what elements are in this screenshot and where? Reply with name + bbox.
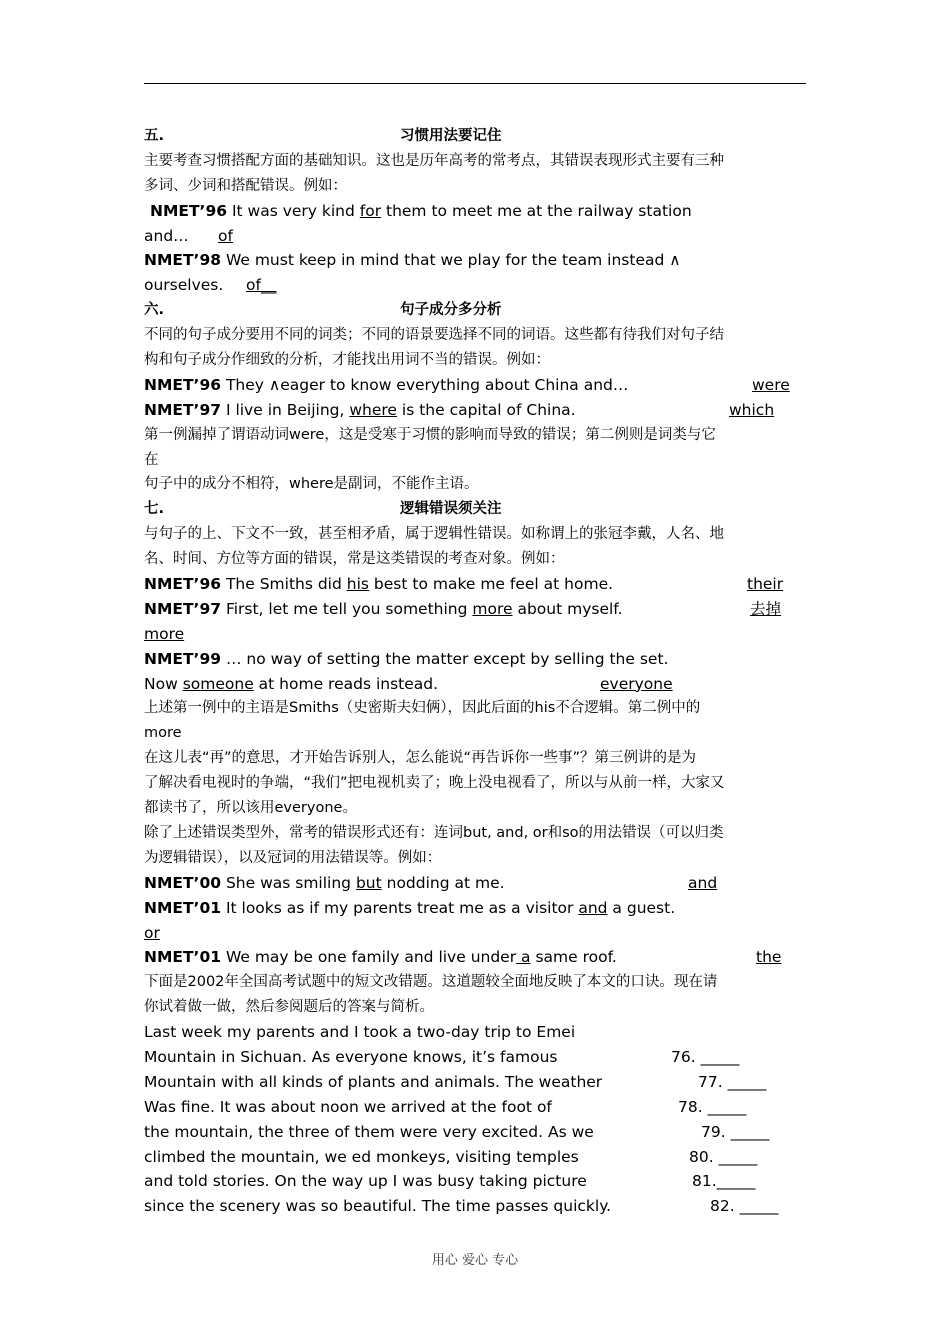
answer: and [688,873,718,892]
example-line [144,672,806,697]
example-text: is the capital of China. [396,400,576,419]
example-tag: NMET’98 [144,251,222,270]
example-text: best to make me feel at home. [368,575,614,594]
example-text: They ∧eager to know everything about China and… [221,375,629,394]
error-word: for [359,201,382,220]
example-text: about myself. [512,599,623,618]
passage-text: the mountain, the three of them were very excited. As we [144,1122,594,1141]
paragraph-line: 第一例漏掉了谓语动词were，这是受寒于习惯的影响而导致的错误；第二例则是词类与它 [144,426,716,443]
example-line [144,373,806,398]
answer-blank: 76. _____ [671,1047,740,1066]
passage-line [144,1095,806,1120]
example-tag: NMET’01 [144,948,222,967]
example-line [144,398,806,423]
example-tag: NMET’97 [144,400,222,419]
section-number: 七. [144,501,165,518]
example-text: It looks as if my parents treat me as a visitor [221,898,579,917]
paragraph-line: 多词、少词和搭配错误。例如： [144,177,347,194]
example-tag: NMET’97 [144,599,222,618]
answer: their [747,575,784,594]
section-title: 逻辑错误须关注 [400,501,502,518]
paragraph-line: 了解决看电视时的争端，“我们”把电视机卖了；晚上没电视看了，所以与从前一样，大家又 [144,775,725,792]
error-word: and [578,898,608,917]
answer-blank: 77. _____ [698,1072,767,1091]
page-footer: 用心 爱心 专心 [431,1253,519,1268]
example-line [144,224,806,249]
error-word: where [349,400,397,419]
answer-blank: 80. _____ [689,1147,758,1166]
example-text: She was smiling [221,873,356,892]
error-word: someone [182,674,254,693]
example-text: them to meet me at the railway station [381,201,692,220]
paragraph-line: 在这儿表“再”的意思，才开始告诉别人，怎么能说“再告诉你一些事”？第三例讲的是为 [144,750,697,767]
paragraph-line: 都读书了，所以该用everyone。 [144,800,357,817]
passage-text: and told stories. On the way up I was busy taking picture [144,1172,587,1191]
section-title: 句子成分多分析 [400,302,502,319]
example-text: and… [144,226,189,245]
passage-line [144,1169,806,1194]
example-line [144,896,806,921]
passage-line [144,1145,806,1170]
example-line [144,572,806,597]
section-heading [144,497,806,522]
example-text: I live in Beijing, [221,400,350,419]
example-tag: NMET’99 [144,649,222,668]
answer: the [756,948,782,967]
example-line [144,945,806,970]
paragraph-line: 名、时间、方位等方面的错误，常是这类错误的考查对象。例如： [144,551,565,568]
example-line [144,199,806,224]
passage-text: Last week my parents and I took a two-day trip to Emei [144,1023,576,1042]
example-text: It was very kind [227,201,360,220]
passage-line [144,1020,806,1045]
passage-line [144,1045,806,1070]
section-number: 五. [144,128,165,144]
example-text: nodding at me. [381,873,505,892]
answer: 去掉 [750,599,782,618]
answer-blank: 82. _____ [710,1197,779,1216]
example-line [144,273,806,298]
example-tag: NMET’96 [150,201,228,220]
example-text: a guest. [607,898,676,917]
passage-line [144,1070,806,1095]
paragraph-line: 上述第一例中的主语是Smiths（史密斯夫妇俩），因此后面的his不合逻辑。第二例中的 [144,700,701,717]
example-tag: NMET’01 [144,898,222,917]
paragraph-line: 在 [144,451,159,468]
example-text: at home reads instead. [253,674,439,693]
error-word: more [472,599,513,618]
answer: of__ [246,276,277,295]
paragraph-line: 句子中的成分不相符，where是副词，不能作主语。 [144,476,479,493]
answer: of [218,226,233,245]
passage-text: Mountain with all kinds of plants and animals. The weather [144,1072,603,1091]
example-text: ourselves. [144,276,224,295]
example-text: Now [144,674,183,693]
section-heading [144,124,806,149]
passage-text: Was fine. It was about noon we arrived at the foot of [144,1097,552,1116]
paragraph-line: 除了上述错误类型外，常考的错误形式还有：连词but, and, or和so的用法错误（可以归类 [144,824,724,841]
example-tag: NMET’96 [144,575,222,594]
paragraph-line: 与句子的上、下文不一致，甚至相矛盾，属于逻辑性错误。如称谓上的张冠李戴，人名、地 [144,526,724,543]
header-rule [144,83,806,84]
example-line [144,871,806,896]
document-body [144,124,806,1219]
error-word: his [346,575,369,594]
example-line [144,597,806,622]
answer: which [729,400,775,419]
passage-text: climbed the mountain, we ed monkeys, visiting temples [144,1147,579,1166]
example-text: The Smiths did [221,575,347,594]
paragraph-line: 主要考查习惯搭配方面的基础知识。这也是历年高考的常考点，其错误表现形式主要有三种 [144,152,724,169]
error-word: a [516,948,531,967]
paragraph-line: more [144,725,182,742]
example-line: more [144,624,185,643]
passage-text: since the scenery was so beautiful. The time passes quickly. [144,1197,612,1216]
answer: everyone [600,674,673,693]
section-number: 六. [144,302,165,319]
answer: were [752,375,790,394]
paragraph-line: 下面是2002年全国高考试题中的短文改错题。这道题较全面地反映了本文的口诀。现在请 [144,974,718,991]
example-text: … no way of setting the matter except by selling the set. [221,649,669,668]
example-tag: NMET’00 [144,873,222,892]
example-line [144,647,806,672]
answer-blank: 78. _____ [678,1097,747,1116]
section-heading [144,298,806,323]
example-text: First, let me tell you something [221,599,473,618]
section-title: 习惯用法要记住 [400,128,502,144]
error-word: but [355,873,382,892]
answer-blank: 79. _____ [701,1122,770,1141]
passage-line [144,1120,806,1145]
paragraph-line: 为逻辑错误），以及冠词的用法错误等。例如： [144,849,442,866]
answer: or [144,923,160,942]
example-text: We must keep in mind that we play for the team instead ∧ [221,251,681,270]
example-text: We may be one family and live under [221,948,517,967]
paragraph-line: 不同的句子成分要用不同的词类；不同的语景要选择不同的词语。这些都有待我们对句子结 [144,327,724,344]
paragraph-line: 你试着做一做，然后参阅题后的答案与简析。 [144,999,434,1016]
answer-blank: 81._____ [692,1172,756,1191]
passage-text: Mountain in Sichuan. As everyone knows, it’s famous [144,1047,558,1066]
example-tag: NMET’96 [144,375,222,394]
example-line [144,248,806,273]
paragraph-line: 构和句子成分作细致的分析，才能找出用词不当的错误。例如： [144,352,550,369]
example-text: same roof. [530,948,617,967]
passage-line [144,1194,806,1219]
